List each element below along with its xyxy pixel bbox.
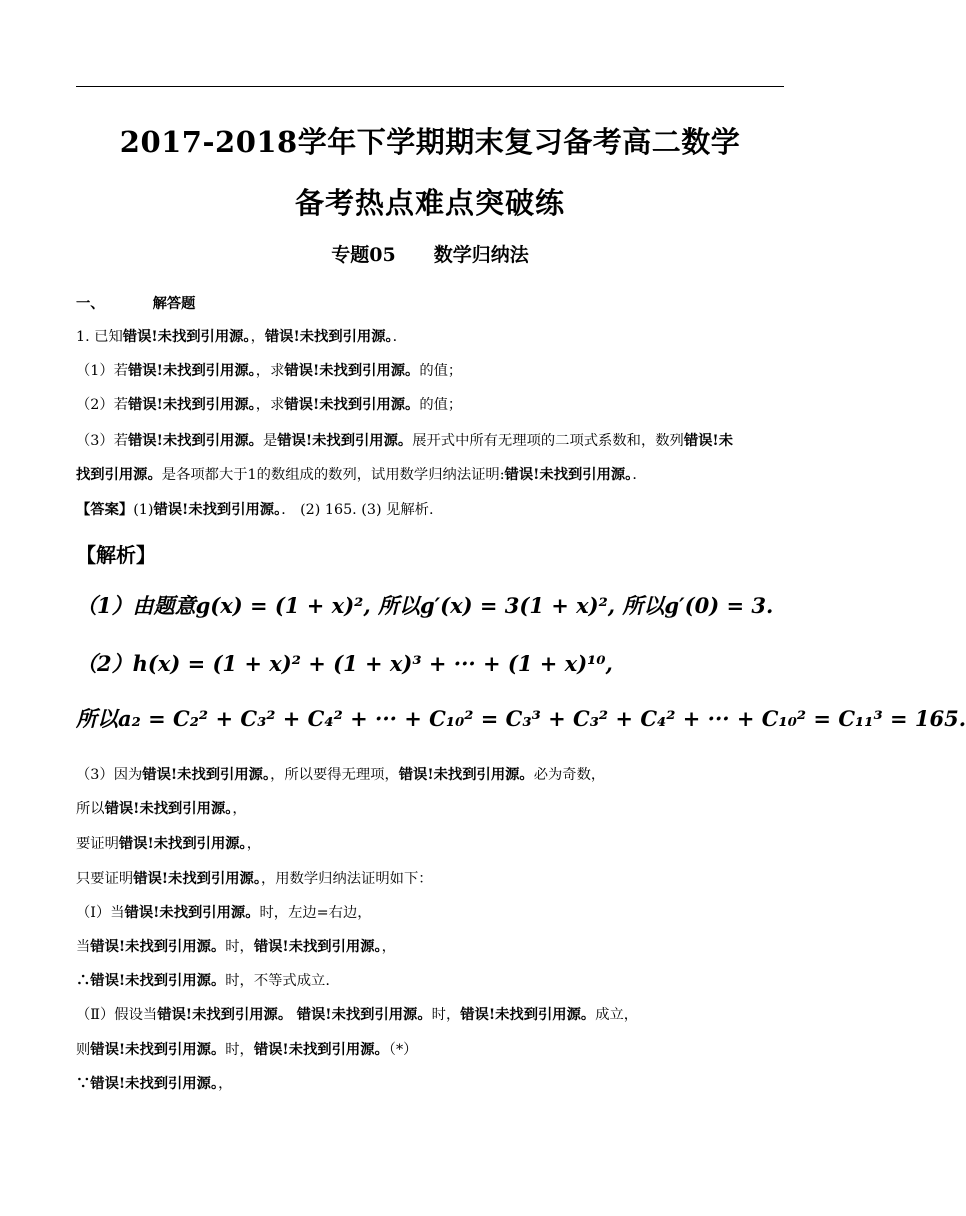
ref-error: 错误!未找到引用源。 bbox=[128, 363, 256, 379]
text-span: 时， bbox=[225, 1042, 254, 1058]
ref-error: 错误!未找到引用源。 bbox=[277, 433, 413, 449]
ref-error: 错误!未找到引用源。 bbox=[90, 1042, 226, 1058]
text-span: （Ⅱ）假设当 bbox=[76, 1007, 158, 1023]
problem-part-3 bbox=[76, 431, 733, 451]
text-span: ． (2) 165. (3) 见解析. bbox=[281, 502, 434, 518]
topic-heading bbox=[0, 240, 860, 267]
text-span: （3）因为 bbox=[76, 767, 143, 783]
solution-line-11 bbox=[76, 1040, 417, 1060]
text-span: ， bbox=[381, 939, 396, 955]
text-span: （Ⅰ）当 bbox=[76, 905, 125, 921]
text-span: ，所以要得无理项， bbox=[270, 767, 399, 783]
ref-error: 错误!未找到引用源。 bbox=[284, 397, 420, 413]
text-span: 1. 已知 bbox=[76, 329, 123, 345]
solution-line-8 bbox=[76, 937, 396, 957]
ref-error: 错误!未找到引用源。 bbox=[153, 502, 282, 518]
ref-error: 错误!未找到引用源。 bbox=[90, 973, 226, 989]
text-span: ． bbox=[392, 329, 407, 345]
ref-error: 错误!未找到引用源。 bbox=[122, 329, 251, 345]
text-span: 要证明 bbox=[76, 836, 119, 852]
text-span: ，求 bbox=[255, 397, 285, 413]
text-span: 只要证明 bbox=[76, 871, 134, 887]
ref-error: 错误!未找到引用源。 bbox=[296, 1007, 432, 1023]
text-span: ，求 bbox=[255, 363, 285, 379]
ref-error: 错误!未找到引用源。 bbox=[90, 1076, 219, 1092]
ref-error: 错误!未找到引用源。 bbox=[398, 767, 534, 783]
text-span: （*） bbox=[388, 1042, 418, 1058]
text-span: 的值； bbox=[419, 397, 463, 413]
text-span: （3）若 bbox=[76, 433, 128, 449]
text-span: ． bbox=[632, 467, 647, 483]
ref-error: 错误!未找到引用源。 bbox=[504, 467, 633, 483]
text-span: 错误!未 bbox=[683, 433, 734, 449]
ref-error: 错误!未找到引用源。 bbox=[142, 767, 271, 783]
text-span: 时， bbox=[431, 1007, 461, 1023]
ref-error: 错误!未找到引用源。 bbox=[128, 433, 263, 449]
problem-part-2 bbox=[76, 395, 462, 415]
page-subtitle: 备考热点难点突破练 bbox=[294, 186, 565, 220]
solution-line-6 bbox=[76, 869, 433, 889]
text-span: ， bbox=[218, 1076, 233, 1092]
ref-error: 错误!未找到引用源。 bbox=[118, 836, 247, 852]
topic-number: 专题05 bbox=[331, 244, 396, 266]
text-span: 所以 bbox=[76, 801, 105, 817]
text-span: 的值； bbox=[419, 363, 463, 379]
header-rule bbox=[76, 86, 784, 87]
text-span: 找到引用源。 bbox=[76, 467, 162, 483]
text-span: 是各项都大于1的数组成的数列，试用数学归纳法证明: bbox=[161, 467, 505, 483]
text-span: 必为奇数， bbox=[533, 767, 606, 783]
ref-error: 错误!未找到引用源。 bbox=[104, 801, 233, 817]
text-span: ∴ bbox=[76, 973, 91, 989]
solution-formula-3: 所以a₂ = C₂² + C₃² + C₄² + ··· + C₁₀² = C₃³ + C₃² + C₄² + ··· + C₁₀² = C₁₁³ = 165. bbox=[76, 706, 966, 731]
ref-error: 错误!未找到引用源。 bbox=[460, 1007, 596, 1023]
section-heading bbox=[76, 294, 195, 314]
answer-line bbox=[76, 500, 434, 520]
ref-error: 错误!未找到引用源。 bbox=[253, 1042, 389, 1058]
solution-formula-2: （2）h(x) = (1 + x)² + (1 + x)³ + ··· + (1 + x)¹⁰, bbox=[76, 651, 613, 676]
solution-label: 【解析】 bbox=[76, 543, 156, 567]
text-span: 成立， bbox=[595, 1007, 639, 1023]
solution-line-4 bbox=[76, 799, 247, 819]
text-span: (1) bbox=[133, 502, 154, 518]
text-span: 是 bbox=[262, 433, 278, 449]
solution-line-10 bbox=[76, 1005, 638, 1025]
answer-label: 【答案】 bbox=[76, 502, 134, 518]
section-number: 一、 bbox=[76, 296, 105, 312]
ref-error: 错误!未找到引用源。 bbox=[157, 1007, 293, 1023]
ref-error: 错误!未找到引用源。 bbox=[128, 397, 256, 413]
text-span: ∵ bbox=[76, 1076, 91, 1092]
text-span: 时，不等式成立. bbox=[225, 973, 330, 989]
solution-line-9 bbox=[76, 971, 330, 991]
solution-line-3 bbox=[76, 765, 605, 785]
ref-error: 错误!未找到引用源。 bbox=[264, 329, 393, 345]
solution-line-5 bbox=[76, 834, 261, 854]
problem-part-1 bbox=[76, 361, 462, 381]
text-span: ， bbox=[232, 801, 247, 817]
ref-error: 错误!未找到引用源。 bbox=[284, 363, 420, 379]
section-name: 解答题 bbox=[152, 296, 196, 312]
problem-intro bbox=[76, 327, 407, 347]
text-span: 时，左边=右边， bbox=[259, 905, 372, 921]
text-span: 展开式中所有无理项的二项式系数和，数列 bbox=[412, 433, 684, 449]
text-span: （1）若 bbox=[76, 363, 128, 379]
problem-part-3-cont bbox=[76, 465, 647, 485]
text-span: ，用数学归纳法证明如下： bbox=[260, 871, 433, 887]
solution-formula-1: （1）由题意g(x) = (1 + x)², 所以g′(x) = 3(1 + x)², 所以g′(0) = 3. bbox=[76, 593, 774, 618]
text-span: ， bbox=[246, 836, 261, 852]
page-title: 2017-2018学年下学期期末复习备考高二数学 bbox=[119, 125, 741, 159]
topic-name: 数学归纳法 bbox=[433, 244, 529, 266]
ref-error: 错误!未找到引用源。 bbox=[90, 939, 226, 955]
ref-error: 错误!未找到引用源。 bbox=[133, 871, 261, 887]
solution-line-12 bbox=[76, 1074, 232, 1094]
text-span: 时， bbox=[225, 939, 254, 955]
ref-error: 错误!未找到引用源。 bbox=[124, 905, 260, 921]
text-span: （2）若 bbox=[76, 397, 128, 413]
solution-line-7 bbox=[76, 903, 372, 923]
text-span: 则 bbox=[76, 1042, 91, 1058]
text-span: 当 bbox=[76, 939, 91, 955]
text-span: ， bbox=[250, 329, 265, 345]
ref-error: 错误!未找到引用源。 bbox=[253, 939, 382, 955]
